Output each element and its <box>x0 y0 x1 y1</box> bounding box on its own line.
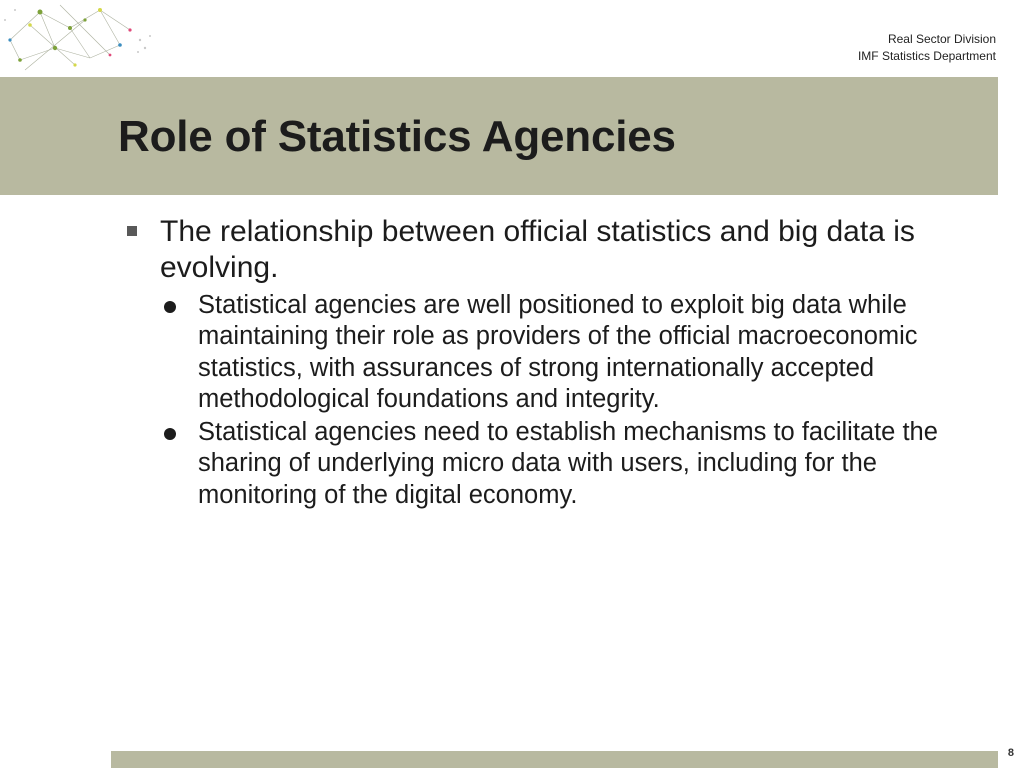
slide-content <box>118 214 998 511</box>
organization-label <box>858 31 996 65</box>
main-bullet-text: The relationship between official statistics and big data is evolving. <box>160 215 915 284</box>
round-bullet-icon <box>164 428 176 440</box>
sub-bullet-text: Statistical agencies are well positioned to exploit big data while maintaining their role as providers of the official macroeconomic statistics, with assurances of strong internationally accepted methodological foundations and integrity. <box>198 291 918 413</box>
main-bullet <box>118 214 998 286</box>
division-name: Real Sector Division <box>887 32 996 46</box>
round-bullet-icon <box>164 301 176 313</box>
network-logo-graphic <box>0 0 160 76</box>
sub-bullet-text: Statistical agencies need to establish mechanisms to facilitate the sharing of underlying micro data with users, including for the monitoring of the digital economy. <box>198 418 938 509</box>
page-number: 8 <box>1007 747 1014 759</box>
department-name: IMF Statistics Department <box>857 49 996 63</box>
sub-bullet <box>198 290 988 415</box>
slide-title: Role of Statistics Agencies <box>118 112 676 161</box>
sub-bullet <box>198 417 988 511</box>
footer-band <box>111 751 998 768</box>
square-bullet-icon <box>127 226 137 236</box>
